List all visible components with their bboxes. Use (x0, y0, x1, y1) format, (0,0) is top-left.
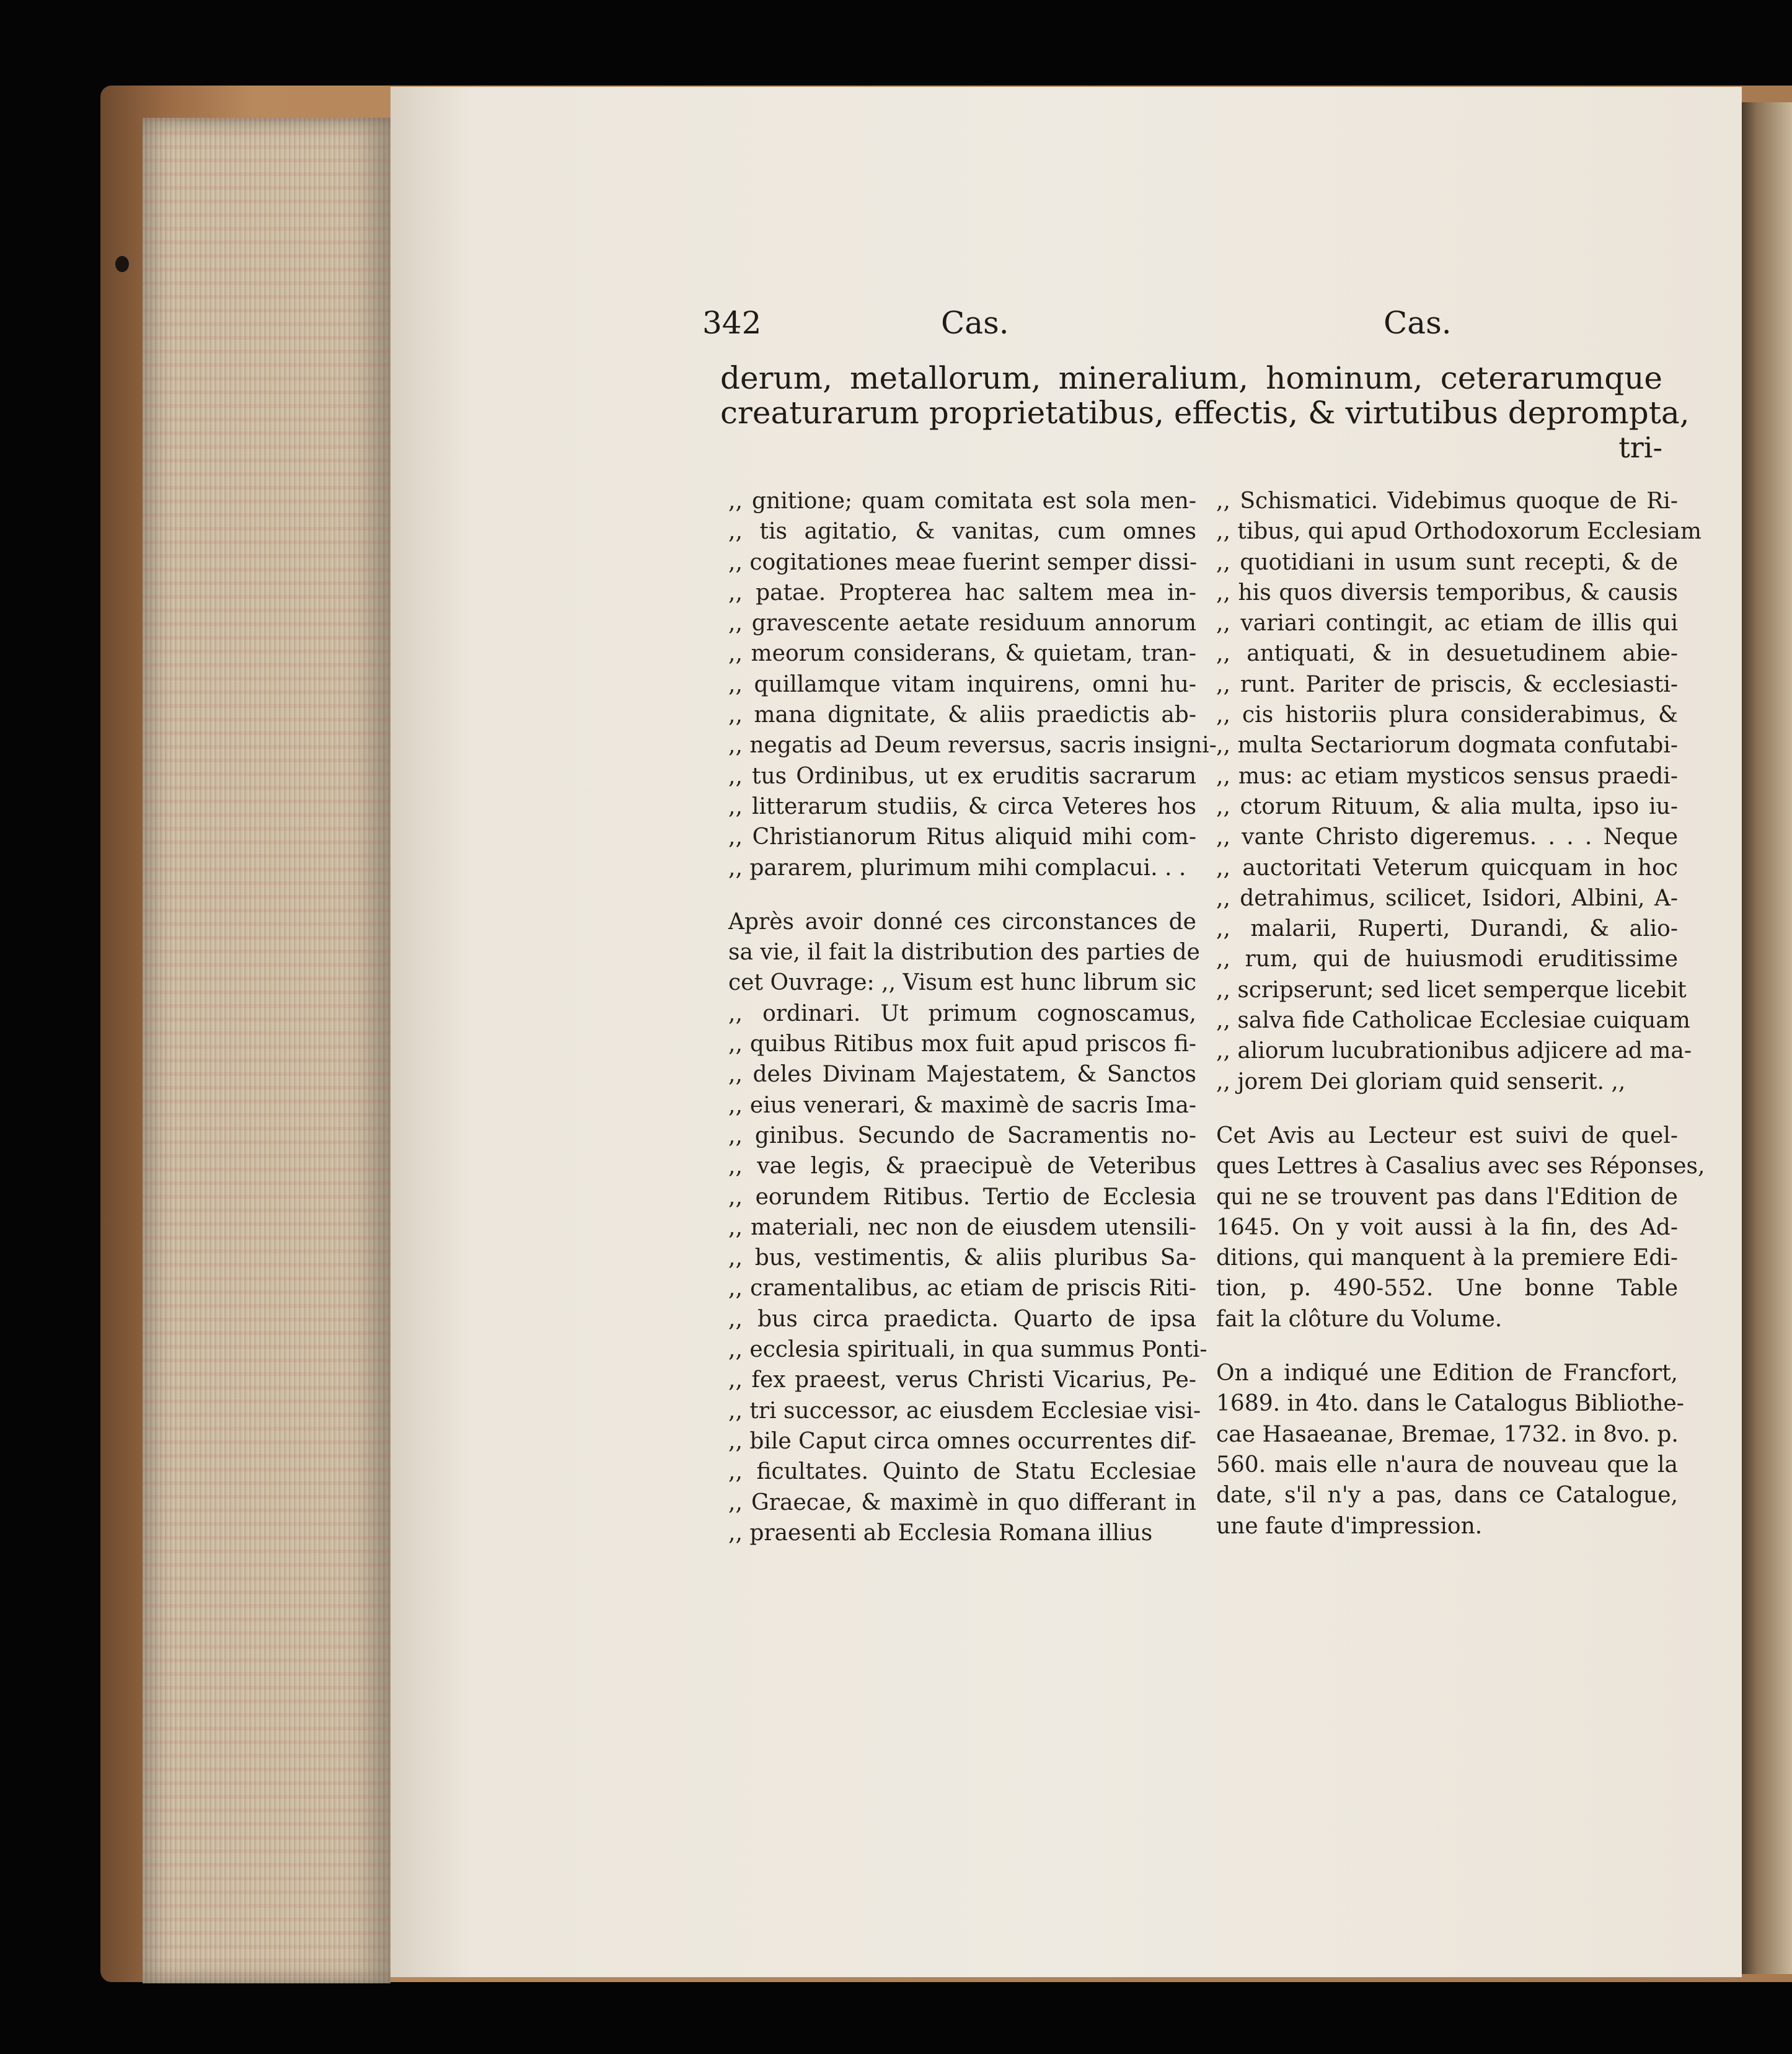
running-head-right: Cas. (1384, 305, 1452, 341)
facing-page-edge (1742, 102, 1792, 1974)
paragraph-gap (1216, 1334, 1678, 1358)
text-line: cet Ouvrage: ,, Visum est hunc librum sic (728, 970, 1196, 996)
text-line: ,, vante Christo digeremus. . . . Neque (1216, 824, 1678, 850)
text-line: ,, vae legis, & praecipuè de Veteribus (728, 1153, 1196, 1179)
text-line: ,, tis agitatio, & vanitas, cum omnes (728, 519, 1196, 545)
text-line: ,, Graecae, & maximè in quo differant in (728, 1489, 1196, 1515)
text-line: ,, tus Ordinibus, ut ex eruditis sacrarum (728, 763, 1196, 789)
paragraph-gap (1216, 1097, 1678, 1121)
text-line: ,, gnitione; quam comitata est sola men- (728, 488, 1196, 514)
text-line: ,, negatis ad Deum reversus, sacris insigni- (728, 733, 1217, 759)
top-line: creaturarum proprietatibus, effectis, & virtutibus deprompta, (720, 395, 1690, 431)
text-line: ,, pararem, plurimum mihi complacui. . . (728, 855, 1186, 881)
text-line: ,, ecclesia spirituali, in qua summus Ponti- (728, 1337, 1207, 1363)
text-line: ,, auctoritati Veterum quicquam in hoc (1216, 855, 1678, 881)
text-line: ,, tibus, qui apud Orthodoxorum Ecclesiam (1216, 519, 1702, 545)
page-edges (143, 118, 391, 1983)
text-line: ,, variari contingit, ac etiam de illis qui (1216, 610, 1678, 637)
text-line: date, s'il n'y a pas, dans ce Catalogue, (1216, 1483, 1678, 1509)
text-line: ,, ficultates. Quinto de Statu Ecclesiae (728, 1459, 1196, 1485)
text-line: ,, litterarum studiis, & circa Veteres hos (728, 793, 1196, 819)
text-line: ,, ctorum Rituum, & alia multa, ipso iu- (1216, 793, 1678, 819)
left-column (728, 486, 1217, 1548)
text-line: On a indiqué une Edition de Francfort, (1216, 1360, 1678, 1386)
right-column (1216, 486, 1705, 1541)
running-head-left: Cas. (941, 305, 1009, 341)
text-line: ,, quibus Ritibus mox fuit apud priscos fi- (728, 1031, 1196, 1057)
text-line: ,, mana dignitate, & aliis praedictis ab- (728, 702, 1196, 728)
text-line: Cet Avis au Lecteur est suivi de quel- (1216, 1122, 1678, 1148)
page-number: 342 (702, 305, 762, 341)
text-line: 1689. in 4to. dans le Catalogus Bibliothe- (1216, 1391, 1684, 1417)
text-line: ,, cramentalibus, ac etiam de priscis Riti- (728, 1276, 1196, 1302)
text-line: fait la clôture du Volume. (1216, 1306, 1503, 1332)
text-line: ,, eorundem Ritibus. Tertio de Ecclesia (728, 1184, 1196, 1210)
text-line: Après avoir donné ces circonstances de (728, 909, 1196, 935)
text-line: 1645. On y voit aussi à la fin, des Ad- (1216, 1214, 1678, 1240)
text-line: ,, eius venerari, & maximè de sacris Ima- (728, 1092, 1196, 1118)
text-line: ques Lettres à Casalius avec ses Réponses, (1216, 1153, 1705, 1179)
text-line: ,, bus, vestimentis, & aliis pluribus Sa- (728, 1245, 1196, 1271)
text-line: ,, antiquati, & in desuetudinem abie- (1216, 641, 1678, 667)
text-line: ,, rum, qui de huiusmodi eruditissime (1216, 946, 1678, 972)
text-line: ,, ordinari. Ut primum cognoscamus, (728, 1000, 1196, 1026)
text-line: ,, jorem Dei gloriam quid senserit. ,, (1216, 1069, 1626, 1095)
text-line: ,, ginibus. Secundo de Sacramentis no- (728, 1122, 1196, 1148)
text-line: tion, p. 490-552. Une bonne Table (1216, 1276, 1678, 1302)
cover-blemish (115, 256, 129, 272)
text-line: ,, Christianorum Ritus aliquid mihi com- (728, 824, 1196, 850)
text-line: ,, praesenti ab Ecclesia Romana illius (728, 1520, 1153, 1546)
text-line: ,, bile Caput circa omnes occurrentes dif- (728, 1428, 1197, 1454)
text-line: ,, salva fide Catholicae Ecclesiae cuiquam (1216, 1008, 1690, 1034)
text-line: ,, his quos diversis temporibus, & causis (1216, 580, 1678, 606)
text-line: ,, cogitationes meae fuerint semper dissi- (728, 549, 1198, 575)
text-line: ,, malarii, Ruperti, Durandi, & alio- (1216, 916, 1678, 942)
text-line: 560. mais elle n'aura de nouveau que la (1216, 1452, 1678, 1478)
text-line: qui ne se trouvent pas dans l'Edition de (1216, 1184, 1678, 1210)
text-line: ditions, qui manquent à la premiere Edi- (1216, 1245, 1678, 1271)
text-line: ,, fex praeest, verus Christi Vicarius, Pe- (728, 1367, 1196, 1393)
text-line: ,, materiali, nec non de eiusdem utensili- (728, 1214, 1196, 1240)
top-line-hyphen: tri- (1618, 431, 1662, 464)
text-line: ,, tri successor, ac eiusdem Ecclesiae visi- (728, 1398, 1201, 1424)
text-line: ,, gravescente aetate residuum annorum (728, 610, 1196, 637)
text-line: ,, scripserunt; sed licet semperque licebit (1216, 977, 1687, 1003)
text-line: ,, Schismatici. Videbimus quoque de Ri- (1216, 488, 1678, 514)
top-line: derum, metallorum, mineralium, hominum, ceterarumque (720, 360, 1662, 396)
text-line: ,, detrahimus, scilicet, Isidori, Albini, A- (1216, 885, 1678, 911)
text-line: ,, quillamque vitam inquirens, omni hu- (728, 671, 1196, 697)
text-line: ,, meorum considerans, & quietam, tran- (728, 641, 1196, 667)
text-line: ,, bus circa praedicta. Quarto de ipsa (728, 1306, 1196, 1332)
top-text-block (720, 360, 1690, 465)
text-line: ,, deles Divinam Majestatem, & Sanctos (728, 1062, 1196, 1088)
text-line: ,, cis historiis plura considerabimus, & (1216, 702, 1678, 728)
text-line: ,, runt. Pariter de priscis, & ecclesiasti- (1216, 671, 1678, 697)
text-line: cae Hasaeanae, Bremae, 1732. in 8vo. p. (1216, 1421, 1679, 1447)
text-line: ,, mus: ac etiam mysticos sensus praedi- (1216, 763, 1678, 789)
text-line: une faute d'impression. (1216, 1513, 1483, 1539)
text-line: ,, multa Sectariorum dogmata confutabi- (1216, 733, 1678, 759)
text-line: ,, quotidiani in usum sunt recepti, & de (1216, 549, 1678, 575)
text-line: ,, patae. Propterea hac saltem mea in- (728, 580, 1196, 606)
paragraph-gap (728, 883, 1196, 907)
text-line: sa vie, il fait la distribution des parties de (728, 940, 1200, 966)
text-line: ,, aliorum lucubrationibus adjicere ad ma- (1216, 1038, 1692, 1064)
